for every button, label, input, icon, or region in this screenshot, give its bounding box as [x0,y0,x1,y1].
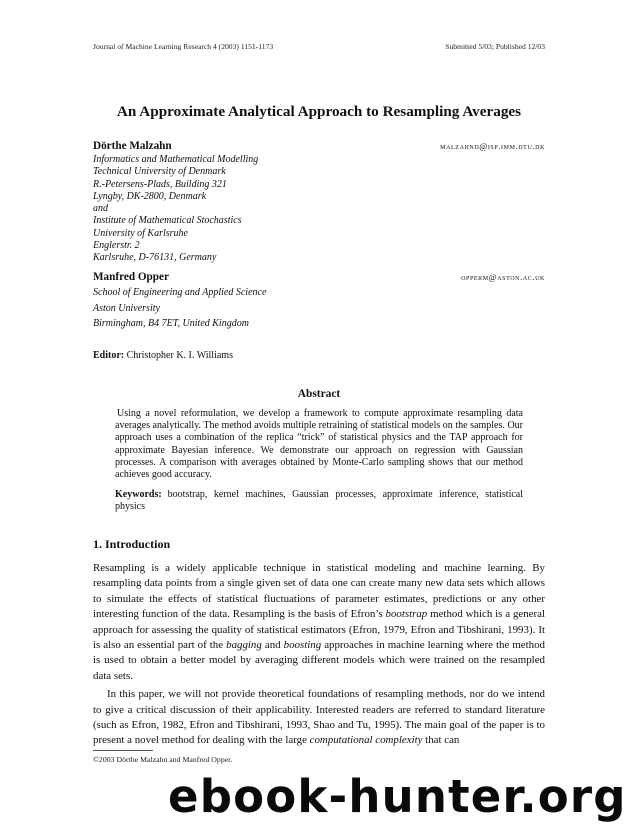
affiliation-line: Aston University [93,302,160,314]
body-paragraph [93,687,545,749]
author-affiliation [93,154,545,265]
affiliation-line: School of Engineering and Applied Science [93,287,267,298]
text-run: In this paper, we will not provide theoretical foundations of resampling methods, nor do we intend to give a critical discussion of their applicability. Interested readers are referred to standard literature (such as Efron, 1982, Efron and Tibshirani, 1993, Shao and Tu, 1995). The main goal of the paper is to present a novel method for dealing with the large [93,688,545,747]
editor-name: Christopher K. I. Williams [126,350,233,361]
text-run: and [261,639,284,652]
affiliation-line: Birmingham, B4 7ET, United Kingdom [93,318,249,329]
emphasis: bagging [226,639,262,652]
submission-dates: Submitted 5/03; Published 12/03 [445,42,545,51]
affiliation-line: and [93,203,108,215]
abstract-text [115,408,523,481]
footnote-rule [93,750,153,751]
text-run: method which is a general approach for assessing the quality of statistical estimators (Efron, 1979, Efron and Tibshirani, 1993). It is also an essential part of the [93,608,545,652]
keywords-label: Keywords: [115,489,162,500]
keywords-list: bootstrap, kernel machines, Gaussian processes, approximate inference, statistical physics [115,489,523,513]
affiliation-line: University of Karlsruhe [93,227,188,239]
text-run: that can [422,734,460,747]
affiliation-line: Lyngby, DK-2800, Denmark [93,190,207,202]
author-block-2 [93,271,545,332]
author-block-1 [93,140,545,265]
section-body [93,561,545,752]
affiliation-line: Institute of Mathematical Stochastics [93,215,242,227]
author-email[interactable]: malzahnd@isp.imm.dtu.dk [440,141,545,151]
paper-title: An Approximate Analytical Approach to Resampling Averages [116,103,522,120]
emphasis: boosting [283,639,322,652]
author-name: Dörthe Malzahn [93,140,172,152]
editor-line [93,350,233,361]
text-run: approaches in machine learning where the method is used to obtain a better model by averaging different models which were trained on the resampled data sets. [93,639,545,682]
affiliation-line: Informatics and Mathematical Modelling [93,154,259,165]
abstract-paragraph: Using a novel reformulation, we develop a framework to compute approximate resampling data averages analytically. The method avoids multiple retraining of statistical models on the samples. Our approach uses a combination of the replica “trick” of statistical physics and the TAP approach for approximate Bayesian inference. We demonstrate our approach on regression with Gaussian processes. A comparison with averages obtained by Monte-Carlo sampling shows that our method achieves good accuracy. [115,408,523,481]
abstract-heading: Abstract [297,388,341,400]
keywords [115,489,523,513]
watermark: ebook-hunter.org [168,770,627,823]
author-email[interactable]: opperm@aston.ac.uk [461,272,545,282]
affiliation-line: Englerstr. 2 [93,240,140,252]
emphasis: computational complexity [309,734,423,747]
affiliation-line: Technical University of Denmark [93,166,226,178]
running-header [93,42,545,51]
affiliation-line: Karlsruhe, D-76131, Germany [93,252,217,264]
section-heading: 1. Introduction [93,537,171,551]
editor-label: Editor: [93,350,125,361]
copyright-footer: ©2003 Dörthe Malzahn and Manfred Opper. [93,755,233,764]
body-paragraph [93,561,545,684]
author-affiliation [93,285,545,332]
emphasis: bootstrap [385,608,428,621]
affiliation-line: R.-Petersens-Plads, Building 321 [93,178,227,190]
author-name: Manfred Opper [93,271,169,283]
journal-citation: Journal of Machine Learning Research 4 (2003) 1151-1173 [93,42,274,51]
text-run: Resampling is a widely applicable technique in statistical modeling and machine learning. By resampling data points from a single given set of data one can create many new data sets which allows to simulate the effects of statistical fluctuations of parameter estimates, predictions or any other interesting function of the data. Resampling is the basis of Efron’s [93,562,545,621]
